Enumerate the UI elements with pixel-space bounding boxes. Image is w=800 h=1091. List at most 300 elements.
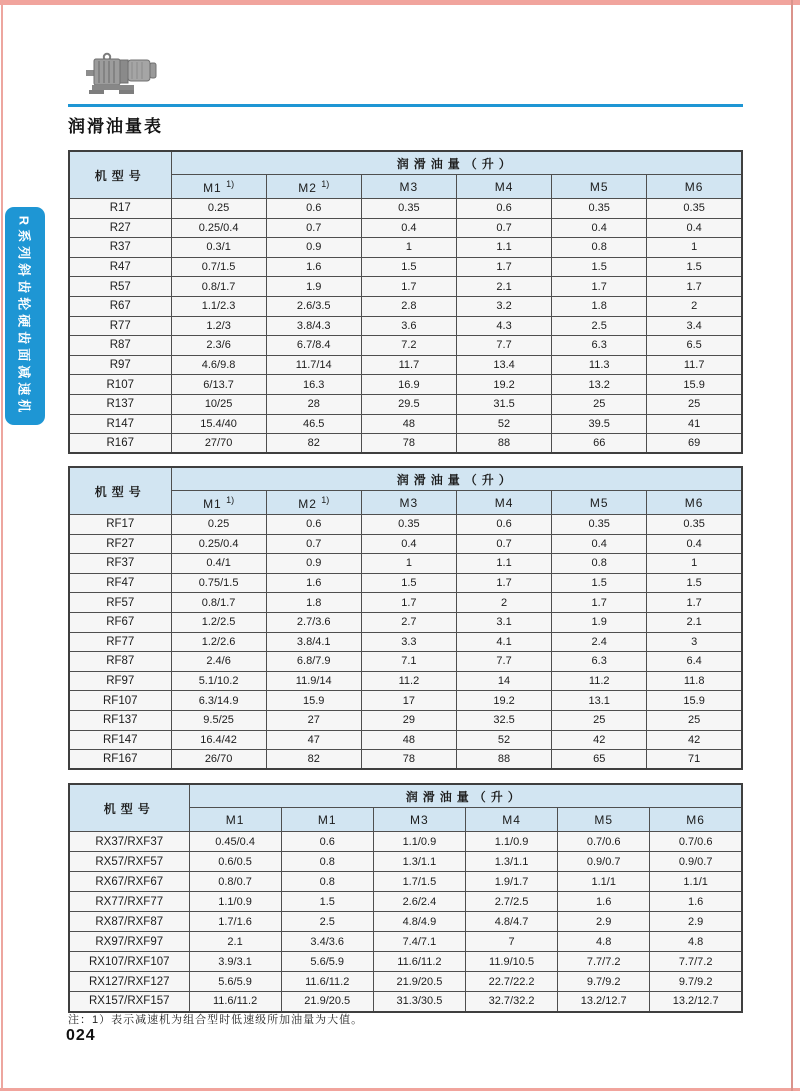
oil-value-cell: 3	[647, 632, 742, 652]
model-cell: RX97/RXF97	[69, 932, 189, 952]
oil-value-cell: 2.4	[552, 632, 647, 652]
oil-value-cell: 4.8	[558, 932, 650, 952]
oil-value-cell: 0.8/1.7	[171, 277, 266, 297]
model-cell: RX77/RXF77	[69, 892, 189, 912]
oil-value-cell: 47	[266, 730, 361, 750]
oil-value-cell: 6.3	[552, 652, 647, 672]
oil-value-cell: 17	[361, 691, 456, 711]
oil-value-cell: 7	[465, 932, 557, 952]
model-cell: RF147	[69, 730, 171, 750]
footnote: 注：1）表示减速机为组合型时低速级所加油量为大值。	[68, 1014, 364, 1026]
model-cell: R17	[69, 199, 171, 219]
oil-value-cell: 0.7	[266, 218, 361, 238]
oil-value-cell: 0.4	[552, 218, 647, 238]
oil-value-cell: 0.9/0.7	[558, 852, 650, 872]
table-row	[69, 554, 742, 574]
oil-value-cell: 1.6	[266, 573, 361, 593]
oil-value-cell: 1.7	[456, 573, 551, 593]
oil-value-cell: 1.7	[647, 593, 742, 613]
footnote-marker: 1)	[226, 494, 235, 505]
oil-value-cell: 4.8/4.9	[373, 912, 465, 932]
oil-value-cell: 1.3/1.1	[465, 852, 557, 872]
oil-value-cell: 1.9	[266, 277, 361, 297]
oil-value-cell: 1.8	[552, 296, 647, 316]
oil-value-cell: 7.7/7.2	[558, 952, 650, 972]
oil-value-cell: 25	[647, 394, 742, 414]
oil-value-cell: 2.4/6	[171, 652, 266, 672]
oil-value-cell: 1.1/1	[650, 872, 742, 892]
oil-value-cell: 1.7	[552, 277, 647, 297]
oil-value-cell: 2.7/3.6	[266, 612, 361, 632]
oil-value-cell: 6.3	[552, 336, 647, 356]
oil-value-cell: 13.2	[552, 375, 647, 395]
oil-value-cell: 2	[647, 296, 742, 316]
oil-value-cell: 1.5	[361, 257, 456, 277]
oil-value-cell: 2.6/2.4	[373, 892, 465, 912]
oil-value-cell: 3.8/4.3	[266, 316, 361, 336]
oil-value-cell: 88	[456, 434, 551, 454]
oil-value-cell: 1.3/1.1	[373, 852, 465, 872]
oil-value-cell: 1.7	[456, 257, 551, 277]
model-column-header: 机型号	[69, 467, 171, 515]
model-cell: R167	[69, 434, 171, 454]
oil-value-cell: 7.4/7.1	[373, 932, 465, 952]
oil-value-cell: 3.3	[361, 632, 456, 652]
oil-value-cell: 0.8	[552, 238, 647, 258]
table-row	[69, 852, 742, 872]
oil-value-cell: 2	[456, 593, 551, 613]
oil-value-cell: 7.7	[456, 336, 551, 356]
oil-value-cell: 46.5	[266, 414, 361, 434]
oil-value-cell: 6.3/14.9	[171, 691, 266, 711]
oil-value-cell: 31.5	[456, 394, 551, 414]
table-row	[69, 750, 742, 770]
oil-value-cell: 1.2/3	[171, 316, 266, 336]
oil-value-cell: 1.7/1.6	[189, 912, 281, 932]
oil-value-cell: 78	[361, 434, 456, 454]
oil-value-cell: 27/70	[171, 434, 266, 454]
oil-value-cell: 7.7/7.2	[650, 952, 742, 972]
oil-value-cell: 11.3	[552, 355, 647, 375]
oil-value-cell: 11.6/11.2	[189, 992, 281, 1012]
oil-value-cell: 0.75/1.5	[171, 573, 266, 593]
oil-value-cell: 22.7/22.2	[465, 972, 557, 992]
oil-value-cell: 1.7	[361, 593, 456, 613]
oil-value-cell: 48	[361, 414, 456, 434]
model-cell: R27	[69, 218, 171, 238]
oil-value-cell: 0.35	[647, 515, 742, 535]
oil-value-cell: 0.7	[266, 534, 361, 554]
oil-value-cell: 0.35	[552, 515, 647, 535]
model-cell: RF137	[69, 710, 171, 730]
oil-value-cell: 9.5/25	[171, 710, 266, 730]
oil-value-cell: 0.7	[456, 534, 551, 554]
oil-value-cell: 0.7/1.5	[171, 257, 266, 277]
oil-value-cell: 7.7	[456, 652, 551, 672]
oil-value-cell: 42	[647, 730, 742, 750]
oil-value-cell: 0.6	[281, 832, 373, 852]
column-header-m5: M5	[552, 491, 647, 515]
model-cell: R97	[69, 355, 171, 375]
table-row	[69, 671, 742, 691]
oil-value-cell: 11.9/10.5	[465, 952, 557, 972]
model-cell: RX107/RXF107	[69, 952, 189, 972]
oil-quantity-group-header: 润滑油量（升）	[171, 151, 742, 175]
oil-value-cell: 29	[361, 710, 456, 730]
oil-value-cell: 1.7/1.5	[373, 872, 465, 892]
model-cell: R147	[69, 414, 171, 434]
model-cell: R57	[69, 277, 171, 297]
oil-value-cell: 13.2/12.7	[650, 992, 742, 1012]
model-cell: R67	[69, 296, 171, 316]
oil-value-cell: 0.8	[281, 872, 373, 892]
oil-value-cell: 5.6/5.9	[281, 952, 373, 972]
oil-value-cell: 0.6	[456, 199, 551, 219]
column-header-m4: M4	[456, 175, 551, 199]
oil-value-cell: 1.7	[552, 593, 647, 613]
oil-value-cell: 25	[552, 394, 647, 414]
oil-value-cell: 1.1/0.9	[189, 892, 281, 912]
page-edge-left	[1, 0, 3, 1091]
oil-value-cell: 0.9/0.7	[650, 852, 742, 872]
model-cell: R47	[69, 257, 171, 277]
oil-value-cell: 82	[266, 434, 361, 454]
oil-value-cell: 1	[361, 554, 456, 574]
oil-value-cell: 2.3/6	[171, 336, 266, 356]
oil-value-cell: 25	[552, 710, 647, 730]
oil-value-cell: 9.7/9.2	[558, 972, 650, 992]
oil-value-cell: 19.2	[456, 691, 551, 711]
oil-value-cell: 1.5	[361, 573, 456, 593]
oil-value-cell: 2.9	[558, 912, 650, 932]
gear-motor-image	[86, 50, 160, 101]
table-row	[69, 257, 742, 277]
model-cell: RF107	[69, 691, 171, 711]
oil-value-cell: 0.6/0.5	[189, 852, 281, 872]
oil-table-rf-series	[68, 466, 743, 770]
oil-value-cell: 3.4	[647, 316, 742, 336]
oil-value-cell: 32.7/32.2	[465, 992, 557, 1012]
oil-quantity-group-header: 润滑油量（升）	[189, 784, 742, 808]
column-header-m6: M6	[647, 175, 742, 199]
column-header-m5: M5	[558, 808, 650, 832]
header-rule	[68, 104, 743, 107]
oil-value-cell: 1.1	[456, 554, 551, 574]
series-tab-label: R系列斜齿轮硬齿面减速机	[16, 215, 32, 417]
oil-value-cell: 0.3/1	[171, 238, 266, 258]
oil-value-cell: 69	[647, 434, 742, 454]
table-row	[69, 277, 742, 297]
oil-value-cell: 4.8/4.7	[465, 912, 557, 932]
model-cell: RX157/RXF157	[69, 992, 189, 1012]
oil-value-cell: 0.25	[171, 515, 266, 535]
oil-value-cell: 88	[456, 750, 551, 770]
oil-value-cell: 1.2/2.5	[171, 612, 266, 632]
table-row	[69, 912, 742, 932]
oil-value-cell: 2.1	[456, 277, 551, 297]
table-row	[69, 199, 742, 219]
oil-value-cell: 1.1/0.9	[373, 832, 465, 852]
oil-value-cell: 42	[552, 730, 647, 750]
oil-value-cell: 82	[266, 750, 361, 770]
column-header-m2: M2 $^{1)}$	[266, 175, 361, 199]
gear-motor-icon	[86, 50, 160, 96]
model-cell: RF37	[69, 554, 171, 574]
page-edge-right	[791, 0, 793, 1091]
footnote-marker: 1)	[226, 178, 235, 189]
oil-value-cell: 0.6	[456, 515, 551, 535]
oil-value-cell: 3.4/3.6	[281, 932, 373, 952]
table-row	[69, 434, 742, 454]
oil-value-cell: 11.8	[647, 671, 742, 691]
table-row	[69, 892, 742, 912]
model-cell: R137	[69, 394, 171, 414]
page-number: 024	[66, 1027, 96, 1044]
oil-value-cell: 0.25/0.4	[171, 218, 266, 238]
oil-value-cell: 11.2	[361, 671, 456, 691]
oil-value-cell: 19.2	[456, 375, 551, 395]
oil-value-cell: 0.9	[266, 238, 361, 258]
oil-value-cell: 0.4	[647, 534, 742, 554]
oil-value-cell: 6.4	[647, 652, 742, 672]
oil-value-cell: 11.9/14	[266, 671, 361, 691]
oil-value-cell: 25	[647, 710, 742, 730]
oil-value-cell: 0.35	[552, 199, 647, 219]
model-cell: RF167	[69, 750, 171, 770]
oil-value-cell: 14	[456, 671, 551, 691]
oil-value-cell: 15.9	[647, 375, 742, 395]
model-cell: R87	[69, 336, 171, 356]
oil-value-cell: 11.2	[552, 671, 647, 691]
model-cell: RF57	[69, 593, 171, 613]
oil-value-cell: 4.3	[456, 316, 551, 336]
oil-value-cell: 15.9	[647, 691, 742, 711]
oil-value-cell: 27	[266, 710, 361, 730]
oil-value-cell: 2.7	[361, 612, 456, 632]
column-header-m1: M1 $^{1)}$	[171, 491, 266, 515]
oil-value-cell: 0.8	[552, 554, 647, 574]
table-row	[69, 832, 742, 852]
oil-value-cell: 0.7/0.6	[558, 832, 650, 852]
oil-value-cell: 28	[266, 394, 361, 414]
oil-value-cell: 21.9/20.5	[373, 972, 465, 992]
table-row	[69, 932, 742, 952]
oil-value-cell: 0.6	[266, 515, 361, 535]
page-title: 润滑油量表	[68, 117, 163, 136]
oil-value-cell: 7.2	[361, 336, 456, 356]
oil-value-cell: 2.1	[189, 932, 281, 952]
model-cell: RX57/RXF57	[69, 852, 189, 872]
oil-value-cell: 0.35	[647, 199, 742, 219]
oil-value-cell: 15.4/40	[171, 414, 266, 434]
oil-value-cell: 3.8/4.1	[266, 632, 361, 652]
column-header-m1: M1	[281, 808, 373, 832]
column-header-m4: M4	[456, 491, 551, 515]
oil-value-cell: 16.3	[266, 375, 361, 395]
oil-value-cell: 26/70	[171, 750, 266, 770]
footnote-marker: 1)	[321, 494, 330, 505]
oil-value-cell: 1.1/2.3	[171, 296, 266, 316]
model-cell: RF97	[69, 671, 171, 691]
oil-value-cell: 1.6	[266, 257, 361, 277]
column-header-m2: M2 $^{1)}$	[266, 491, 361, 515]
model-cell: RX37/RXF37	[69, 832, 189, 852]
oil-value-cell: 0.8	[281, 852, 373, 872]
oil-value-cell: 3.1	[456, 612, 551, 632]
oil-value-cell: 0.25/0.4	[171, 534, 266, 554]
oil-value-cell: 6.5	[647, 336, 742, 356]
oil-value-cell: 0.8/1.7	[171, 593, 266, 613]
oil-value-cell: 39.5	[552, 414, 647, 434]
oil-value-cell: 0.7/0.6	[650, 832, 742, 852]
oil-value-cell: 1.9	[552, 612, 647, 632]
table-row	[69, 218, 742, 238]
table-row	[69, 238, 742, 258]
table-row	[69, 593, 742, 613]
model-cell: RF77	[69, 632, 171, 652]
oil-value-cell: 6/13.7	[171, 375, 266, 395]
table-row	[69, 872, 742, 892]
oil-value-cell: 0.4	[361, 534, 456, 554]
column-header-m6: M6	[647, 491, 742, 515]
oil-value-cell: 1.9/1.7	[465, 872, 557, 892]
table-row	[69, 992, 742, 1012]
table-body	[69, 199, 742, 454]
oil-value-cell: 16.9	[361, 375, 456, 395]
column-header-m4: M4	[465, 808, 557, 832]
oil-value-cell: 21.9/20.5	[281, 992, 373, 1012]
oil-value-cell: 1	[647, 554, 742, 574]
table-row	[69, 691, 742, 711]
column-header-m1: M1	[189, 808, 281, 832]
model-cell: RF17	[69, 515, 171, 535]
table-row	[69, 355, 742, 375]
oil-value-cell: 1.6	[558, 892, 650, 912]
oil-value-cell: 5.6/5.9	[189, 972, 281, 992]
model-cell: RX87/RXF87	[69, 912, 189, 932]
oil-value-cell: 2.9	[650, 912, 742, 932]
oil-value-cell: 2.6/3.5	[266, 296, 361, 316]
oil-value-cell: 0.45/0.4	[189, 832, 281, 852]
oil-value-cell: 32.5	[456, 710, 551, 730]
oil-value-cell: 11.6/11.2	[373, 952, 465, 972]
model-cell: RX67/RXF67	[69, 872, 189, 892]
oil-value-cell: 0.4/1	[171, 554, 266, 574]
column-header-m6: M6	[650, 808, 742, 832]
table-body	[69, 832, 742, 1012]
oil-value-cell: 66	[552, 434, 647, 454]
table-row	[69, 730, 742, 750]
table-row	[69, 972, 742, 992]
oil-value-cell: 1.5	[552, 257, 647, 277]
oil-value-cell: 1.2/2.6	[171, 632, 266, 652]
oil-value-cell: 2.8	[361, 296, 456, 316]
oil-value-cell: 4.6/9.8	[171, 355, 266, 375]
oil-value-cell: 31.3/30.5	[373, 992, 465, 1012]
column-header-m5: M5	[552, 175, 647, 199]
series-tab	[5, 207, 45, 425]
oil-value-cell: 29.5	[361, 394, 456, 414]
oil-quantity-group-header: 润滑油量（升）	[171, 467, 742, 491]
oil-value-cell: 11.7/14	[266, 355, 361, 375]
oil-value-cell: 78	[361, 750, 456, 770]
table-row	[69, 612, 742, 632]
column-header-m1: M1 $^{1)}$	[171, 175, 266, 199]
oil-value-cell: 2.1	[647, 612, 742, 632]
oil-value-cell: 13.2/12.7	[558, 992, 650, 1012]
oil-value-cell: 1.5	[647, 573, 742, 593]
oil-value-cell: 6.7/8.4	[266, 336, 361, 356]
oil-value-cell: 4.8	[650, 932, 742, 952]
oil-value-cell: 1	[647, 238, 742, 258]
table-row	[69, 652, 742, 672]
oil-value-cell: 0.8/0.7	[189, 872, 281, 892]
oil-value-cell: 1.1	[456, 238, 551, 258]
oil-value-cell: 2.5	[552, 316, 647, 336]
oil-value-cell: 1.7	[361, 277, 456, 297]
oil-value-cell: 41	[647, 414, 742, 434]
oil-value-cell: 0.35	[361, 199, 456, 219]
oil-value-cell: 0.6	[266, 199, 361, 219]
oil-value-cell: 2.7/2.5	[465, 892, 557, 912]
model-cell: R107	[69, 375, 171, 395]
oil-value-cell: 1.6	[650, 892, 742, 912]
model-cell: RF27	[69, 534, 171, 554]
oil-value-cell: 0.4	[647, 218, 742, 238]
oil-value-cell: 1	[361, 238, 456, 258]
oil-value-cell: 15.9	[266, 691, 361, 711]
oil-value-cell: 1.1/0.9	[465, 832, 557, 852]
model-cell: RF67	[69, 612, 171, 632]
oil-value-cell: 1.7	[647, 277, 742, 297]
oil-value-cell: 11.7	[361, 355, 456, 375]
oil-value-cell: 10/25	[171, 394, 266, 414]
oil-value-cell: 3.6	[361, 316, 456, 336]
oil-table-r-series	[68, 150, 743, 454]
model-cell: RF47	[69, 573, 171, 593]
oil-value-cell: 0.9	[266, 554, 361, 574]
oil-table-rx-series	[68, 783, 743, 1013]
table-row	[69, 336, 742, 356]
column-header-m3: M3	[361, 491, 456, 515]
oil-value-cell: 6.8/7.9	[266, 652, 361, 672]
model-column-header: 机型号	[69, 151, 171, 199]
oil-value-cell: 13.1	[552, 691, 647, 711]
oil-value-cell: 11.6/11.2	[281, 972, 373, 992]
oil-value-cell: 4.1	[456, 632, 551, 652]
model-cell: R37	[69, 238, 171, 258]
model-cell: RF87	[69, 652, 171, 672]
oil-value-cell: 3.9/3.1	[189, 952, 281, 972]
oil-value-cell: 11.7	[647, 355, 742, 375]
page-edge-top	[0, 0, 800, 5]
oil-value-cell: 9.7/9.2	[650, 972, 742, 992]
column-header-m3: M3	[373, 808, 465, 832]
table-row	[69, 632, 742, 652]
table-row	[69, 573, 742, 593]
oil-value-cell: 48	[361, 730, 456, 750]
model-column-header: 机型号	[69, 784, 189, 832]
oil-value-cell: 1.5	[281, 892, 373, 912]
table-row	[69, 375, 742, 395]
oil-value-cell: 0.25	[171, 199, 266, 219]
model-cell: RX127/RXF127	[69, 972, 189, 992]
oil-value-cell: 71	[647, 750, 742, 770]
oil-value-cell: 0.4	[361, 218, 456, 238]
oil-value-cell: 1.1/1	[558, 872, 650, 892]
oil-value-cell: 7.1	[361, 652, 456, 672]
oil-value-cell: 2.5	[281, 912, 373, 932]
